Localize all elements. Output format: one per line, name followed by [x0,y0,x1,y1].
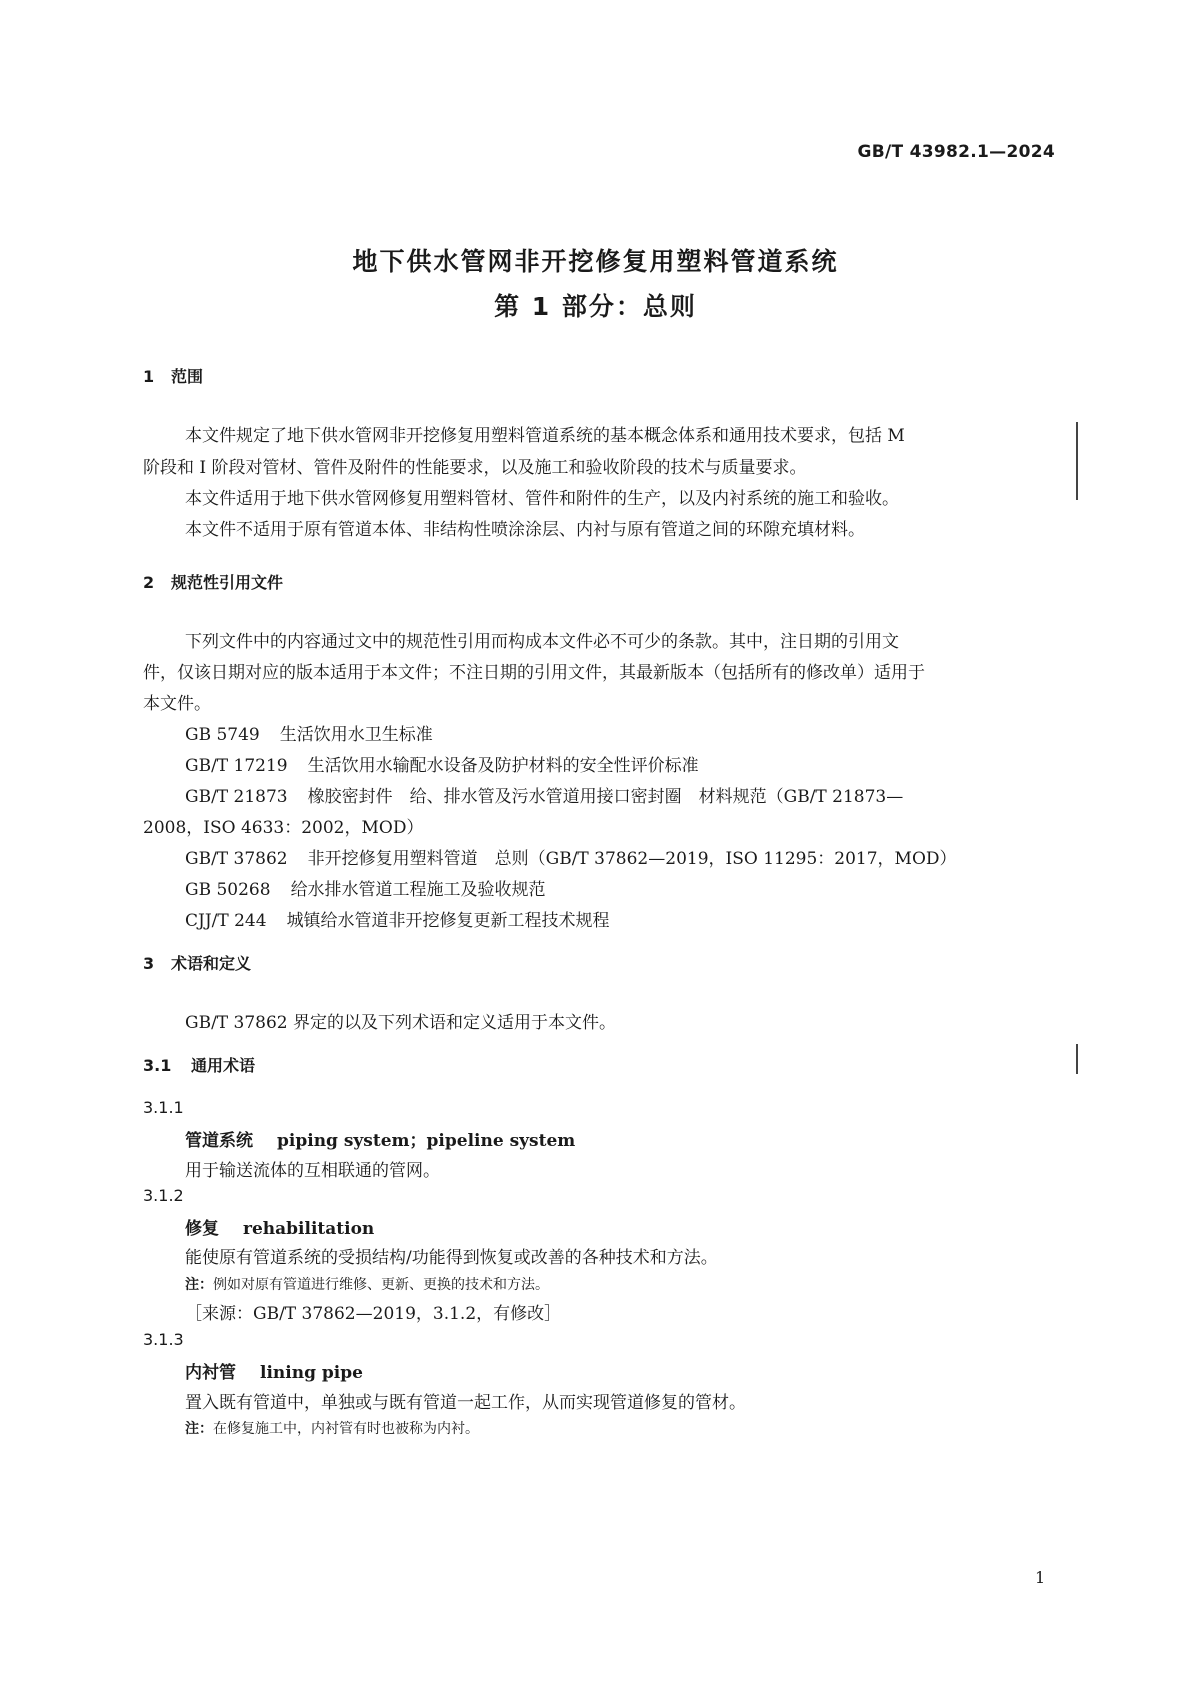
term-heading [185,1214,374,1239]
reference-code: CJJ/T 244 [185,911,267,931]
term-chinese: 修复 [185,1219,219,1239]
term-note [185,1274,549,1294]
term-note [185,1418,479,1438]
reference-name: 橡胶密封件 给、排水管及污水管道用接口密封圈 材料规范（GB/T 21873— [307,787,904,807]
term-english: piping system；pipeline system [277,1131,576,1151]
section-2-heading [143,570,283,593]
section-number: 3 [143,954,155,973]
subsection-3-1-heading [143,1053,255,1076]
change-bar [1076,422,1078,500]
scope-paragraph-1-line-2: 阶段和 I 阶段对管材、管件及附件的性能要求，以及施工和验收阶段的技术与质量要求。 [143,458,807,478]
change-bar [1076,1044,1078,1074]
term-number: 3.1.1 [143,1098,184,1117]
section-number: 1 [143,367,155,386]
term-definition: 能使原有管道系统的受损结构/功能得到恢复或改善的各种技术和方法。 [185,1248,718,1268]
section-3-heading [143,951,251,974]
section-title: 规范性引用文件 [171,573,284,592]
reference-code: GB/T 37862 [185,849,288,869]
subsection-title: 通用术语 [191,1056,256,1075]
reference-code: GB 50268 [185,880,271,900]
section-title: 术语和定义 [171,954,252,973]
reference-item [185,720,433,745]
scope-paragraph-2: 本文件适用于地下供水管网修复用塑料管材、管件和附件的生产，以及内衬系统的施工和验收。 [185,489,899,509]
reference-item [185,875,546,900]
reference-code: GB 5749 [185,725,260,745]
note-text: 例如对原有管道进行维修、更新、更换的技术和方法。 [213,1277,549,1293]
references-intro-line-3: 本文件。 [143,694,211,714]
reference-name: 给水排水管道工程施工及验收规范 [290,880,546,900]
term-source: ［来源：GB/T 37862—2019，3.1.2，有修改］ [185,1304,562,1324]
term-english: rehabilitation [243,1219,375,1239]
scope-paragraph-1-line-1: 本文件规定了地下供水管网非开挖修复用塑料管道系统的基本概念体系和通用技术要求，包括 M [185,426,905,446]
term-english: lining pipe [260,1363,363,1383]
term-definition: 置入既有管道中，单独或与既有管道一起工作，从而实现管道修复的管材。 [185,1393,746,1413]
reference-item-continuation: 2008，ISO 4633：2002，MOD） [143,818,424,838]
reference-code: GB/T 17219 [185,756,288,776]
term-definition: 用于输送流体的互相联通的管网。 [185,1161,440,1181]
term-number: 3.1.2 [143,1186,184,1205]
references-intro-line-2: 件，仅该日期对应的版本适用于本文件；不注日期的引用文件，其最新版本（包括所有的修改单）适用于 [143,663,925,683]
subsection-number: 3.1 [143,1056,172,1075]
note-label: 注： [185,1421,213,1437]
reference-item [185,844,957,869]
reference-item [185,906,610,931]
term-heading [185,1126,575,1151]
page-number: 1 [1035,1568,1046,1587]
term-chinese: 管道系统 [185,1131,253,1151]
reference-name: 城镇给水管道非开挖修复更新工程技术规程 [286,911,610,931]
reference-item [185,751,699,776]
document-title: 地下供水管网非开挖修复用塑料管道系统 [352,247,839,276]
scope-paragraph-3: 本文件不适用于原有管道本体、非结构性喷涂涂层、内衬与原有管道之间的环隙充填材料。 [185,520,865,540]
note-label: 注： [185,1277,213,1293]
document-subtitle: 第 1 部分：总则 [494,292,697,321]
reference-item [185,782,903,807]
term-heading [185,1358,363,1383]
section-1-heading [143,364,203,387]
reference-name: 非开挖修复用塑料管道 总则（GB/T 37862—2019，ISO 11295：2017，MOD） [307,849,957,869]
standard-number: GB/T 43982.1—2024 [857,142,1055,162]
term-chinese: 内衬管 [185,1363,236,1383]
note-text: 在修复施工中，内衬管有时也被称为内衬。 [213,1421,479,1437]
term-number: 3.1.3 [143,1330,184,1349]
references-intro-line-1: 下列文件中的内容通过文中的规范性引用而构成本文件必不可少的条款。其中，注日期的引用文 [185,632,899,652]
section-number: 2 [143,573,155,592]
terms-intro: GB/T 37862 界定的以及下列术语和定义适用于本文件。 [185,1013,617,1033]
reference-code: GB/T 21873 [185,787,288,807]
section-title: 范围 [171,367,204,386]
reference-name: 生活饮用水卫生标准 [279,725,433,745]
reference-name: 生活饮用水输配水设备及防护材料的安全性评价标准 [307,756,699,776]
